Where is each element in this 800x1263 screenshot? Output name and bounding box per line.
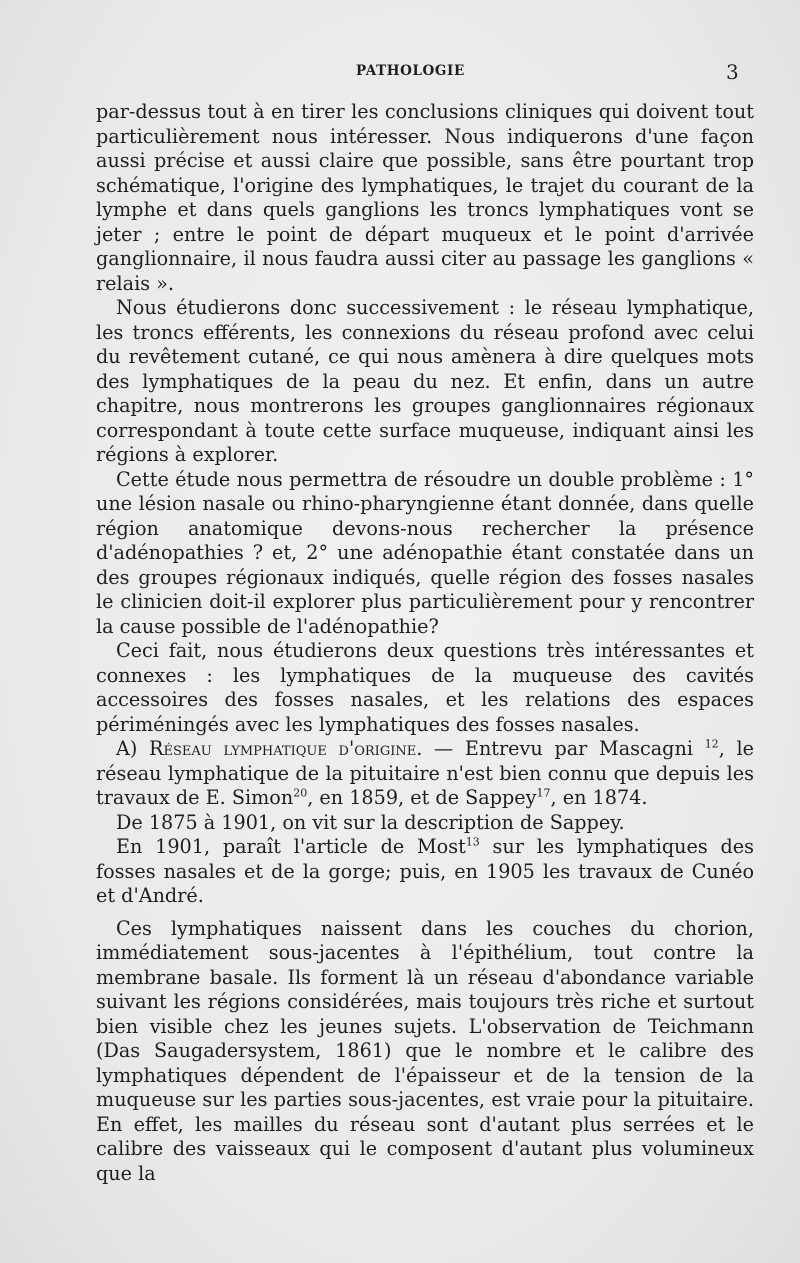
page-header — [0, 60, 800, 84]
reference-sappey: 17 — [536, 786, 551, 800]
reference-simon: 20 — [293, 786, 308, 800]
paragraph-4: Ceci fait, nous étudierons deux questions très intéressantes et connexes : les lymphatiques de la muqueuse des cavités accessoires des fosses nasales, et les relations des espaces périméningés avec les lymphatiques des fosses nasales. — [96, 639, 754, 736]
paragraph-7 — [96, 835, 754, 909]
paragraph-7-text-2: sur les lymphatiques des fosses nasales et de la gorge; puis, en 1905 les travaux de Cunéo et d'André. — [96, 835, 754, 907]
paragraph-5-text-3: , en 1859, et de Sappey — [307, 786, 537, 809]
paragraph-5-text-4: , en 1874. — [550, 786, 648, 809]
paragraph-7-text-1: En 1901, paraît l'article de Most — [116, 835, 466, 858]
paragraph-1: par-dessus tout à en tirer les conclusions cliniques qui doivent tout particulièrement nous intéresser. Nous indiquerons d'une façon aussi précise et aussi claire que possible, sans être pourtant trop schématique, l'origine des lymphatiques, le trajet du courant de la lymphe et dans quels ganglions les troncs lymphatiques vont se jeter ; entre le point de départ muqueux et le point d'arrivée ganglionnaire, il nous faudra aussi citer au passage les ganglions « relais ». — [96, 100, 754, 295]
reference-mascagni: 12 — [704, 737, 719, 751]
paragraph-2: Nous étudierons donc successivement : le réseau lymphatique, les troncs efférents, les connexions du réseau profond avec celui du revêtement cutané, ce qui nous amènera à dire quelques mots des lymphatiques de la peau du nez. Et enfin, dans un autre chapitre, nous montrerons les groupes ganglionnaires régionaux correspondant à toute cette surface muqueuse, indiquant ainsi les régions à explorer. — [96, 296, 754, 466]
paragraph-5-text-2: , le réseau lymphatique de la pituitaire n'est bien connu que depuis les travaux de E. Simon — [96, 737, 754, 809]
section-heading: A) Réseau lymphatique d'origine. — [116, 737, 423, 760]
page-number: 3 — [726, 60, 739, 84]
paragraph-8: Ces lymphatiques naissent dans les couches du chorion, immédiatement sous-jacentes à l'épithélium, tout contre la membrane basale. Ils forment là un réseau d'abondance variable suivant les régions considérées, mais toujours très riche et surtout bien visible chez les jeunes sujets. L'observation de Teichmann (Das Saugadersystem, 1861) que le nombre et le calibre des lymphatiques dépendent de l'épaisseur et de la tension de la muqueuse sur les parties sous-jacentes, est vraie pour la pituitaire. En effet, les mailles du réseau sont d'autant plus serrées et le calibre des vaisseaux qui le composent d'autant plus volumineux que la — [96, 916, 754, 1185]
paragraph-5 — [96, 737, 754, 811]
paragraph-6: De 1875 à 1901, on vit sur la description de Sappey. — [116, 810, 625, 834]
running-title: PATHOLOGIE — [356, 63, 465, 79]
body-text — [96, 100, 754, 1186]
reference-most: 13 — [465, 835, 480, 849]
paragraph-5-text-1: — Entrevu par Mascagni — [422, 737, 705, 760]
paragraph-3: Cette étude nous permettra de résoudre un double problème : 1° une lésion nasale ou rhino-pharyngienne étant donnée, dans quelle région anatomique devons-nous rechercher la présence d'adénopathies ? et, 2° une adénopathie étant constatée dans un des groupes régionaux indiqués, quelle région des fosses nasales le clinicien doit-il explorer plus particulièrement pour y rencontrer la cause possible de l'adénopathie? — [96, 467, 754, 638]
